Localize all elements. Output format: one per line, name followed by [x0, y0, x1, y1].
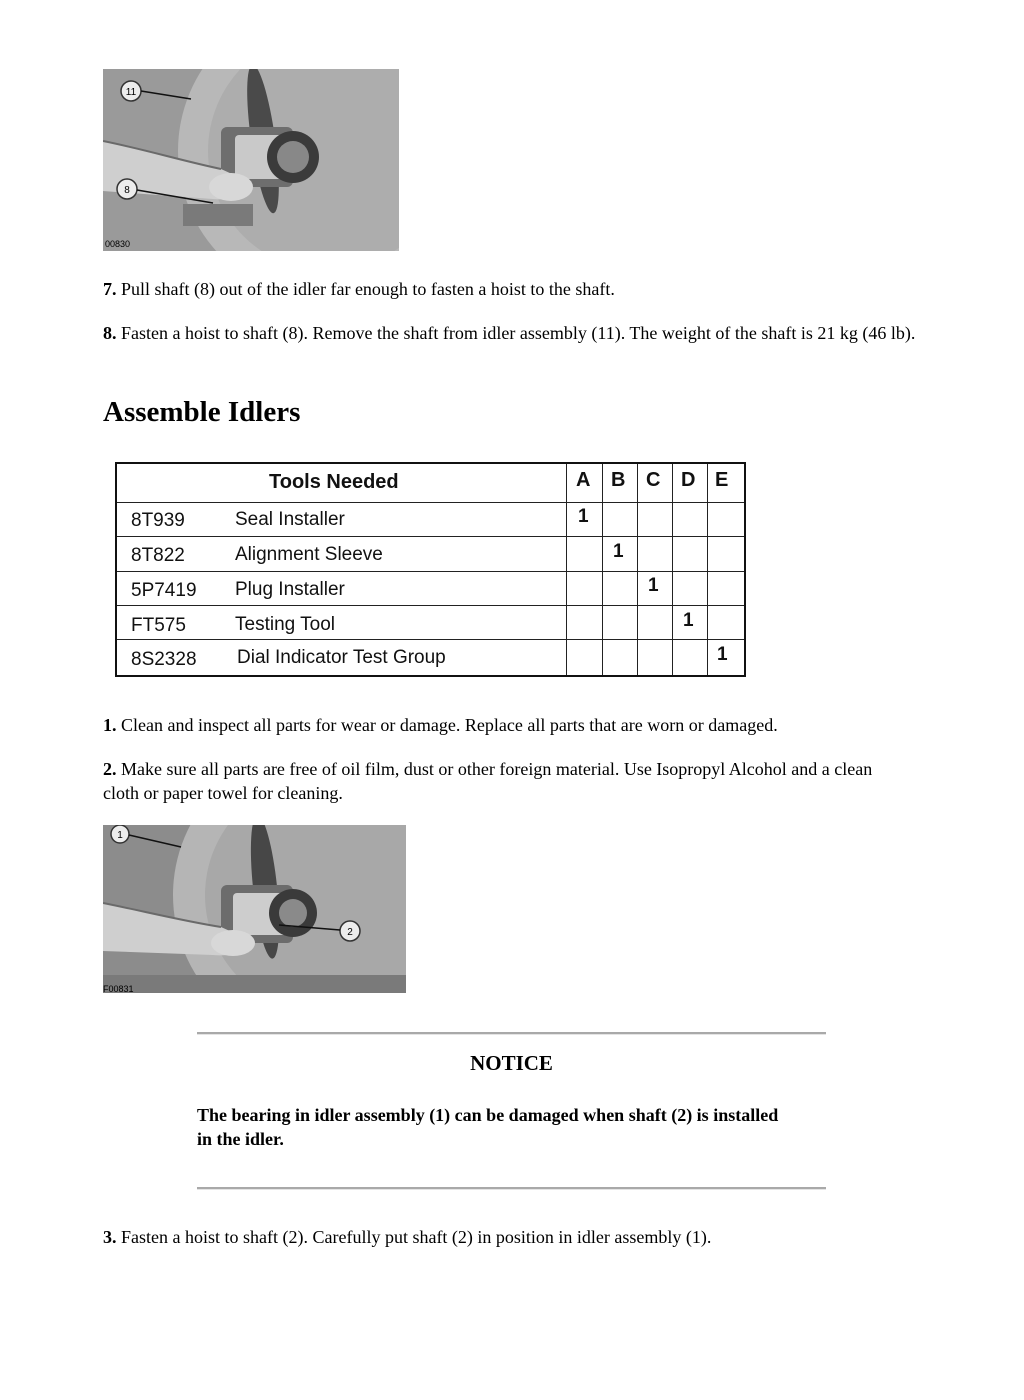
table-row — [117, 605, 744, 640]
step-8 — [103, 321, 933, 345]
tool-mark: 1 — [683, 610, 694, 631]
step-number: 3. — [103, 1227, 117, 1247]
tool-mark: 1 — [717, 644, 728, 665]
idler-shaft-photo-2 — [103, 825, 406, 993]
figure-code: 00830 — [105, 239, 131, 249]
step-text: Fasten a hoist to shaft (8). Remove the shaft from idler assembly (11). The weight of the shaft is 21 kg (46 lb). — [121, 323, 916, 343]
callout-2: 2 — [347, 927, 353, 938]
column-a: A — [576, 469, 591, 491]
tool-name: Dial Indicator Test Group — [237, 647, 446, 668]
step-number: 7. — [103, 279, 117, 299]
table-row — [117, 571, 744, 606]
tool-name: Alignment Sleeve — [235, 544, 383, 565]
step-2 — [103, 757, 903, 805]
tools-needed-table — [115, 462, 746, 677]
tool-name: Seal Installer — [235, 509, 345, 530]
callout-11: 11 — [125, 87, 137, 98]
callout-8: 8 — [124, 185, 130, 196]
column-c: C — [646, 469, 661, 491]
tool-mark: 1 — [578, 506, 589, 527]
idler-shaft-photo-1 — [103, 69, 399, 251]
section-title: Assemble Idlers — [103, 396, 301, 428]
callout-1: 1 — [117, 830, 123, 841]
tool-part-number: FT575 — [131, 615, 186, 636]
column-b: B — [611, 469, 626, 491]
tool-part-number: 8S2328 — [131, 649, 197, 670]
step-3 — [103, 1225, 933, 1249]
column-d: D — [681, 469, 696, 491]
step-1 — [103, 713, 933, 737]
notice-text: The bearing in idler assembly (1) can be damaged when shaft (2) is installed in the idler. — [197, 1105, 779, 1149]
step-text: Pull shaft (8) out of the idler far enough to fasten a hoist to the shaft. — [121, 279, 615, 299]
tool-part-number: 8T939 — [131, 510, 185, 531]
tool-part-number: 8T822 — [131, 545, 185, 566]
tool-mark: 1 — [648, 575, 659, 596]
step-text: Clean and inspect all parts for wear or damage. Replace all parts that are worn or damaged. — [121, 715, 778, 735]
table-row — [117, 502, 744, 537]
tool-name: Plug Installer — [235, 579, 345, 600]
step-7 — [103, 277, 933, 301]
step-number: 8. — [103, 323, 117, 343]
notice-top-rule — [197, 1032, 826, 1035]
table-row — [117, 536, 744, 572]
step-text: Make sure all parts are free of oil film, dust or other foreign material. Use Isopropyl Alcohol and a clean cloth or paper towel for cleaning. — [103, 759, 873, 803]
tool-mark: 1 — [613, 541, 624, 562]
column-e: E — [715, 469, 729, 491]
table-header-row — [117, 464, 744, 503]
notice-bottom-rule — [197, 1187, 826, 1190]
figure-code: F00831 — [103, 984, 134, 993]
step-text: Fasten a hoist to shaft (2). Carefully put shaft (2) in position in idler assembly (1). — [121, 1227, 712, 1247]
header-title: Tools Needed — [269, 471, 399, 493]
tool-name: Testing Tool — [235, 614, 335, 635]
tool-part-number: 5P7419 — [131, 580, 197, 601]
step-number: 1. — [103, 715, 117, 735]
notice-title: NOTICE — [470, 1051, 553, 1075]
step-number: 2. — [103, 759, 117, 779]
table-row — [117, 639, 744, 673]
